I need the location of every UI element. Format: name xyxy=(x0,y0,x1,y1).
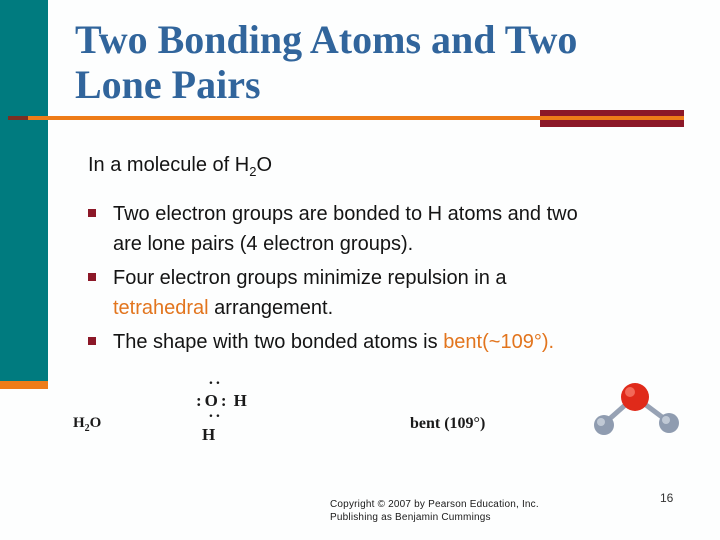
bullet-2-line-2-highlight: tetrahedral xyxy=(113,297,209,319)
bullet-square-icon xyxy=(88,263,113,323)
page-number: 16 xyxy=(660,491,674,505)
h2o-formula-subscript: 2 xyxy=(84,423,90,434)
lewis-bonding-pair-colon: : xyxy=(220,391,227,410)
h2o-formula-label xyxy=(73,415,101,434)
h2o-formula-o: O xyxy=(89,415,102,431)
bullet-item-2 xyxy=(88,263,588,323)
page-title: Two Bonding Atoms and Two Lone Pairs xyxy=(75,17,578,107)
title-rule-left-maroon-dash xyxy=(8,116,28,120)
oxygen-atom xyxy=(621,383,649,411)
lewis-bottom-bonding-dots: ∙∙ xyxy=(209,408,223,425)
bullet-2-line-1-text: Four electron groups minimize repulsion in a xyxy=(113,267,507,289)
bullet-3-line-1 xyxy=(113,327,588,357)
lewis-oxygen-atom: O xyxy=(204,391,218,410)
lewis-hydrogen-right: H xyxy=(233,391,247,410)
h2o-formula-h: H xyxy=(73,415,85,431)
bullet-text-3 xyxy=(113,327,588,357)
bullet-3-line-1-text: The shape with two bonded atoms is xyxy=(113,331,444,353)
bent-molecule-graphic xyxy=(588,376,688,446)
bullet-2-line-2 xyxy=(113,293,588,323)
hydrogen-atom-left xyxy=(594,415,614,435)
bullet-item-3 xyxy=(88,327,588,357)
lewis-top-lone-pair-dots: ∙∙ xyxy=(209,375,223,392)
intro-text: In a molecule of H xyxy=(88,154,250,176)
left-accent-bar xyxy=(0,0,48,381)
oxygen-atom-highlight xyxy=(625,387,635,397)
bullet-square-icon xyxy=(88,199,113,259)
bullet-item-1 xyxy=(88,199,588,259)
copyright-line-1: Copyright © 2007 by Pearson Education, Inc. xyxy=(330,499,539,510)
lewis-left-lone-pair-colon: : xyxy=(196,391,202,410)
hydrogen-atom-left-highlight xyxy=(597,418,605,426)
title-rule-orange-line xyxy=(28,116,684,120)
bullet-square-icon xyxy=(88,327,113,357)
bullet-3-line-1-highlight: bent(~109°). xyxy=(443,331,555,353)
left-accent-bar-orange-foot xyxy=(0,381,48,389)
intro-subscript: 2 xyxy=(249,164,257,179)
copyright-line-2: Publishing as Benjamin Cummings xyxy=(330,512,491,523)
intro-line xyxy=(88,150,588,187)
hydrogen-atom-right-highlight xyxy=(662,416,670,424)
bullet-2-line-1 xyxy=(113,263,588,293)
bullet-text-1 xyxy=(113,199,588,259)
bullet-1-line-2 xyxy=(113,229,588,259)
bullet-1-line-2-text: are lone pairs (4 electron groups). xyxy=(113,233,414,255)
body-text-block xyxy=(88,150,588,361)
bullet-text-2 xyxy=(113,263,588,323)
bullet-1-line-1 xyxy=(113,199,588,229)
lewis-hydrogen-bottom: H xyxy=(202,425,216,444)
hydrogen-atom-right xyxy=(659,413,679,433)
intro-text-end: O xyxy=(256,154,272,176)
bullet-1-line-1-text: Two electron groups are bonded to H atoms and two xyxy=(113,203,578,225)
bent-shape-label: bent (109°) xyxy=(410,415,486,432)
bullet-2-line-2-end: arrangement. xyxy=(208,297,334,319)
copyright-footer xyxy=(330,498,539,524)
lewis-structure xyxy=(196,375,266,449)
